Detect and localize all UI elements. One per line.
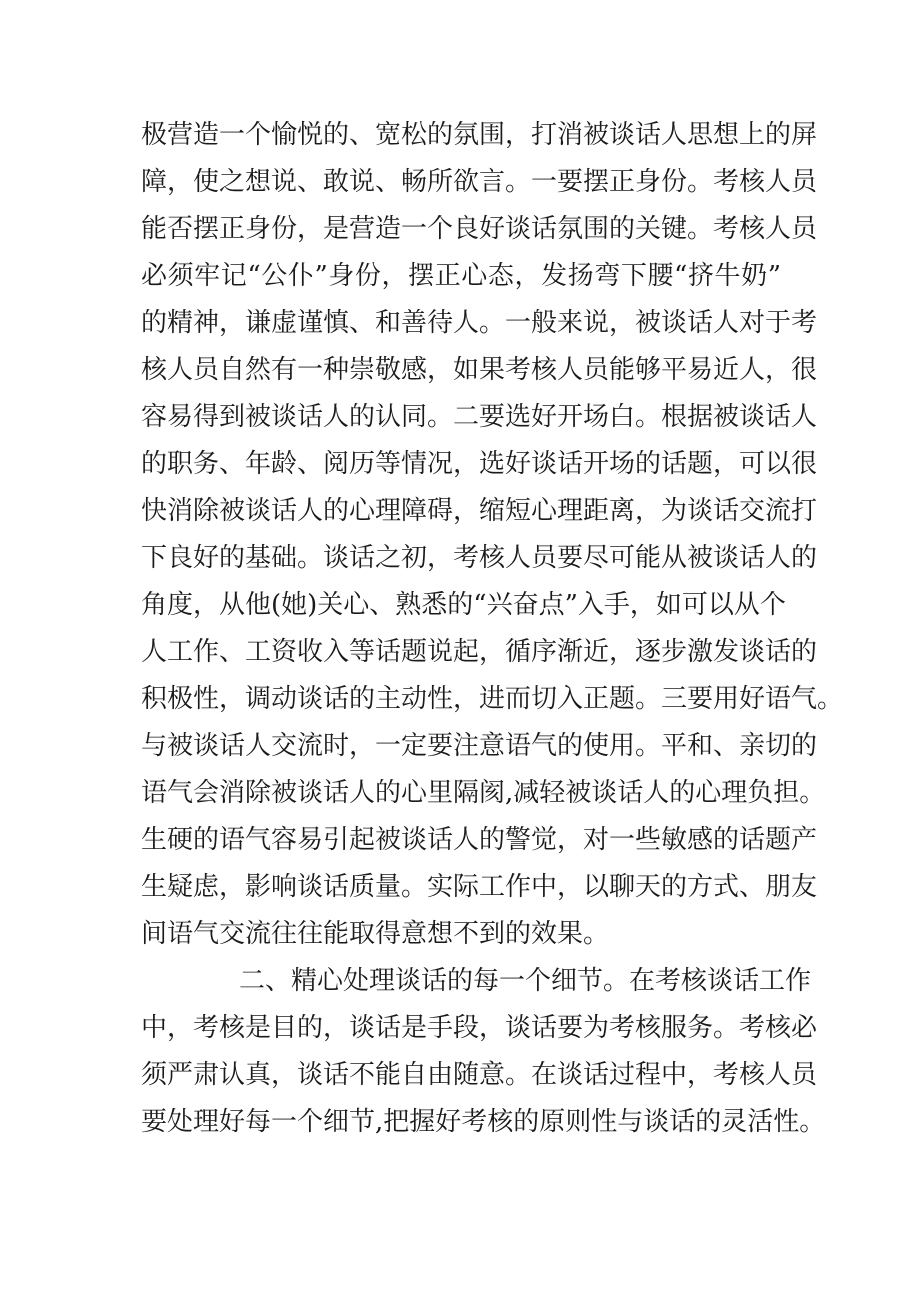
text-line: 积极性，调动谈话的主动性，进而切入正题。三要用好语气。 — [141, 684, 844, 714]
text-line: 二、精心处理谈话的每一个细节。在考核谈话工作 — [239, 966, 812, 996]
text-line: 与被谈话人交流时，一定要注意语气的使用。平和、亲切的 — [141, 731, 818, 761]
text-line: 人工作、工资收入等话题说起，循序渐近，逐步激发谈话的 — [141, 637, 818, 667]
text-line: 容易得到被谈话人的认同。二要选好开场白。根据被谈话人 — [141, 402, 818, 432]
text-line: 快消除被谈话人的心理障碍，缩短心理距离，为谈话交流打 — [141, 496, 818, 526]
text-line: 的精神，谦虚谨慎、和善待人。一般来说，被谈话人对于考 — [141, 308, 818, 338]
paragraph-2 — [141, 958, 826, 1146]
text-line: 能否摆正身份，是营造一个良好谈话氛围的关键。考核人员 — [141, 214, 818, 244]
document-body — [141, 112, 844, 1146]
text-line: 核人员自然有一种崇敬感，如果考核人员能够平易近人，很 — [141, 355, 818, 385]
text-line: 语气会消除被谈话人的心里隔阂,减轻被谈话人的心理负担。 — [141, 778, 826, 808]
text-line: 极营造一个愉悦的、宽松的氛围，打消被谈话人思想上的屏 — [141, 120, 818, 150]
text-line: 要处理好每一个细节,把握好考核的原则性与谈话的灵活性。 — [141, 1107, 826, 1137]
text-line: 必须牢记“公仆”身份，摆正心态，发扬弯下腰“挤牛奶” — [141, 261, 781, 291]
text-line: 间语气交流往往能取得意想不到的效果。 — [141, 919, 610, 949]
text-line: 中，考核是目的，谈话是手段，谈话要为考核服务。考核必 — [141, 1013, 818, 1043]
paragraph-1 — [141, 112, 844, 958]
text-line: 生疑虑，影响谈话质量。实际工作中，以聊天的方式、朋友 — [141, 872, 818, 902]
text-line: 障，使之想说、敢说、畅所欲言。一要摆正身份。考核人员 — [141, 167, 818, 197]
text-line: 角度，从他(她)关心、熟悉的“兴奋点”入手，如可以从个 — [141, 590, 786, 620]
text-line: 须严肃认真，谈话不能自由随意。在谈话过程中，考核人员 — [141, 1060, 818, 1090]
text-line: 的职务、年龄、阅历等情况，选好谈话开场的话题，可以很 — [141, 449, 818, 479]
text-line: 下良好的基础。谈话之初，考核人员要尽可能从被谈话人的 — [141, 543, 818, 573]
text-line: 生硬的语气容易引起被谈话人的警觉，对一些敏感的话题产 — [141, 825, 818, 855]
